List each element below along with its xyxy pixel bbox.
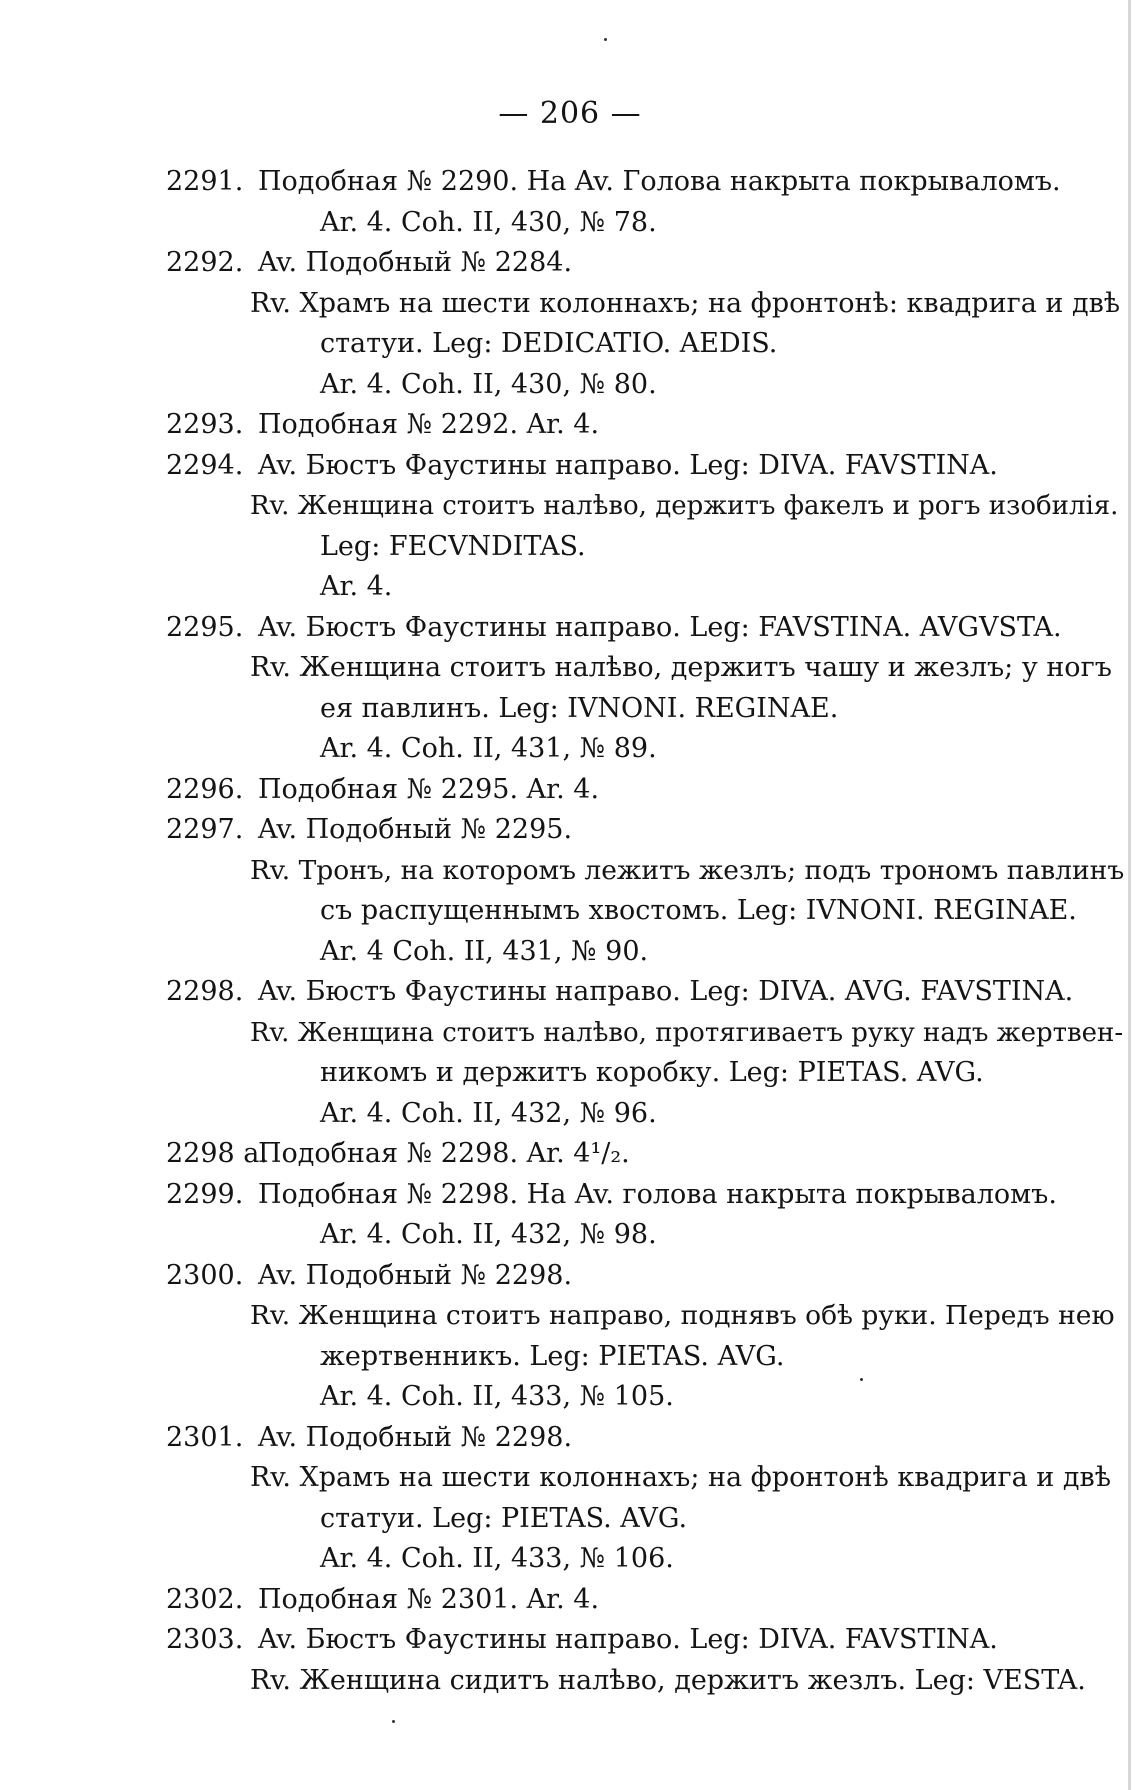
entry-text: Подобная № 2295. Ar. 4. — [258, 773, 600, 805]
entry-text: Rv. Храмъ на шести колоннахъ; на фронтонѣ: квадрига и двѣ — [250, 287, 1121, 319]
catalog-line-entry — [166, 1134, 1106, 1175]
catalog-line-cont — [166, 891, 1106, 932]
entry-number: 2296. — [166, 773, 244, 805]
entry-text: Ar. 4. Coh. II, 430, № 78. — [320, 206, 657, 238]
entry-text: Av. Бюстъ Фаустины направо. Leg: DIVA. AVG. FAVSTINA. — [258, 976, 1074, 1007]
catalog-line-ref — [166, 729, 1106, 770]
catalog-entries — [166, 162, 1125, 1701]
entry-text: Rv. Женщина стоитъ налѣво, протягиваетъ руку надъ жертвен- — [250, 1017, 1124, 1048]
entry-text: Ar. 4. — [320, 571, 393, 602]
catalog-line-cont — [166, 527, 1106, 568]
entry-number: 2297. — [166, 814, 244, 845]
catalog-line-cont — [166, 1053, 1106, 1094]
page-edge-shadow — [1128, 0, 1131, 1790]
entry-text: Av. Бюстъ Фаустины направо. Leg: DIVA. FAVSTINA. — [258, 449, 998, 481]
catalog-line-entry — [166, 162, 1106, 203]
catalog-line-sub — [166, 1661, 1106, 1702]
catalog-line-entry — [166, 1175, 1106, 1216]
catalog-line-entry — [166, 810, 1106, 851]
entry-text: жертвенникъ. Leg: PIETAS. AVG. — [320, 1340, 785, 1372]
entry-number: 2298 a. — [166, 1138, 268, 1169]
entry-number: 2300. — [166, 1259, 244, 1291]
entry-text: Подобная № 2301. Ar. 4. — [258, 1583, 600, 1615]
entry-text: ея павлинъ. Leg: IVNONI. REGINAE. — [320, 692, 839, 724]
catalog-line-ref — [166, 1215, 1106, 1256]
catalog-line-ref — [166, 203, 1106, 244]
entry-text: Rv. Женщина стоитъ налѣво, держитъ факелъ и рогъ изобилія. — [250, 491, 1119, 521]
catalog-line-sub — [166, 1013, 1124, 1054]
entry-text: Rv. Женщина стоитъ направо, поднявъ обѣ руки. Передъ нею — [250, 1300, 1115, 1331]
entry-text: Leg: FECVNDITAS. — [320, 530, 586, 562]
entry-text: Av. Подобный № 2298. — [258, 1421, 573, 1453]
catalog-line-sub — [166, 648, 1112, 689]
catalog-line-ref — [166, 1539, 1106, 1580]
entry-text: Rv. Женщина сидитъ налѣво, держитъ жезлъ. Leg: VESTA. — [250, 1664, 1086, 1696]
entry-text: Подобная № 2298. На Av. голова накрыта покрываломъ. — [258, 1178, 1057, 1210]
catalog-line-sub — [166, 284, 1121, 325]
catalog-line-entry — [166, 446, 1106, 487]
catalog-line-cont — [166, 1499, 1106, 1540]
catalog-line-entry — [166, 405, 1106, 446]
entry-number: 2291. — [166, 166, 244, 197]
catalog-line-entry — [166, 770, 1106, 811]
entry-text: Av. Бюстъ Фаустины направо. Leg: FAVSTINA. AVGVSTA. — [258, 611, 1062, 643]
entry-text: Подобная № 2292. Ar. 4. — [258, 409, 600, 440]
catalog-line-entry — [166, 608, 1106, 649]
entry-text: Rv. Женщина стоитъ налѣво, держитъ чашу и жезлъ; у ногъ — [250, 652, 1112, 683]
entry-text: Ar. 4. Coh. II, 431, № 89. — [320, 733, 657, 764]
catalog-line-cont — [166, 689, 1106, 730]
print-speck — [860, 1378, 863, 1381]
entry-text: Rv. Тронъ, на которомъ лежитъ жезлъ; подъ трономъ павлинъ — [250, 854, 1125, 886]
catalog-line-entry — [166, 243, 1106, 284]
catalog-line-entry — [166, 972, 1106, 1013]
entry-text: Ar. 4 Coh. II, 431, № 90. — [320, 935, 649, 967]
entry-text: Ar. 4. Coh. II, 430, № 80. — [320, 368, 657, 400]
catalog-line-sub — [166, 486, 1119, 527]
catalog-line-ref — [166, 365, 1106, 406]
entry-number: 2292. — [166, 247, 244, 278]
catalog-line-cont — [166, 324, 1106, 365]
catalog-line-entry — [166, 1620, 1106, 1661]
print-speck — [392, 1720, 395, 1723]
entry-text: Подобная № 2290. На Av. Голова накрыта покрываломъ. — [258, 166, 1061, 197]
catalog-line-entry — [166, 1256, 1106, 1297]
catalog-line-ref — [166, 1094, 1106, 1135]
catalog-line-ref — [166, 567, 1106, 608]
entry-number: 2293. — [166, 409, 244, 440]
entry-text: статуи. Leg: DEDICATIO. AEDIS. — [320, 328, 778, 359]
entry-number: 2298. — [166, 976, 244, 1007]
entry-text: съ распущеннымъ хвостомъ. Leg: IVNONI. REGINAE. — [320, 895, 1077, 926]
catalog-line-entry — [166, 1418, 1106, 1459]
entry-text: Ar. 4. Coh. II, 433, № 105. — [320, 1381, 674, 1412]
print-speck — [604, 38, 607, 41]
catalog-line-entry — [166, 1580, 1106, 1621]
entry-text: Av. Подобный № 2298. — [258, 1259, 573, 1291]
catalog-line-sub — [166, 851, 1125, 892]
entry-text: Подобная № 2298. Ar. 4¹/₂. — [258, 1138, 630, 1169]
entry-number: 2294. — [166, 449, 244, 481]
entry-text: Av. Подобный № 2284. — [258, 247, 573, 278]
entry-text: Ar. 4. Coh. II, 433, № 106. — [320, 1543, 674, 1574]
page-number: — 206 — — [498, 96, 642, 131]
entry-text: Ar. 4. Coh. II, 432, № 96. — [320, 1097, 657, 1129]
entry-text: Av. Подобный № 2295. — [258, 814, 573, 845]
entry-text: Rv. Храмъ на шести колоннахъ; на фронтонѣ квадрига и двѣ — [250, 1462, 1111, 1493]
entry-number: 2295. — [166, 611, 244, 643]
entry-text: статуи. Leg: PIETAS. AVG. — [320, 1502, 688, 1534]
entry-text: Ar. 4. Coh. II, 432, № 98. — [320, 1219, 657, 1250]
catalog-line-ref — [166, 1377, 1106, 1418]
entry-number: 2302. — [166, 1583, 244, 1615]
entry-number: 2301. — [166, 1421, 244, 1453]
catalog-line-sub — [166, 1296, 1115, 1337]
catalog-line-cont — [166, 1337, 1106, 1378]
entry-text: Av. Бюстъ Фаустины направо. Leg: DIVA. FAVSTINA. — [258, 1624, 998, 1655]
entry-text: никомъ и держитъ коробку. Leg: PIETAS. AVG. — [320, 1057, 984, 1088]
catalog-line-ref — [166, 932, 1106, 973]
entry-number: 2303. — [166, 1624, 244, 1655]
entry-number: 2299. — [166, 1178, 244, 1210]
catalog-line-sub — [166, 1458, 1111, 1499]
